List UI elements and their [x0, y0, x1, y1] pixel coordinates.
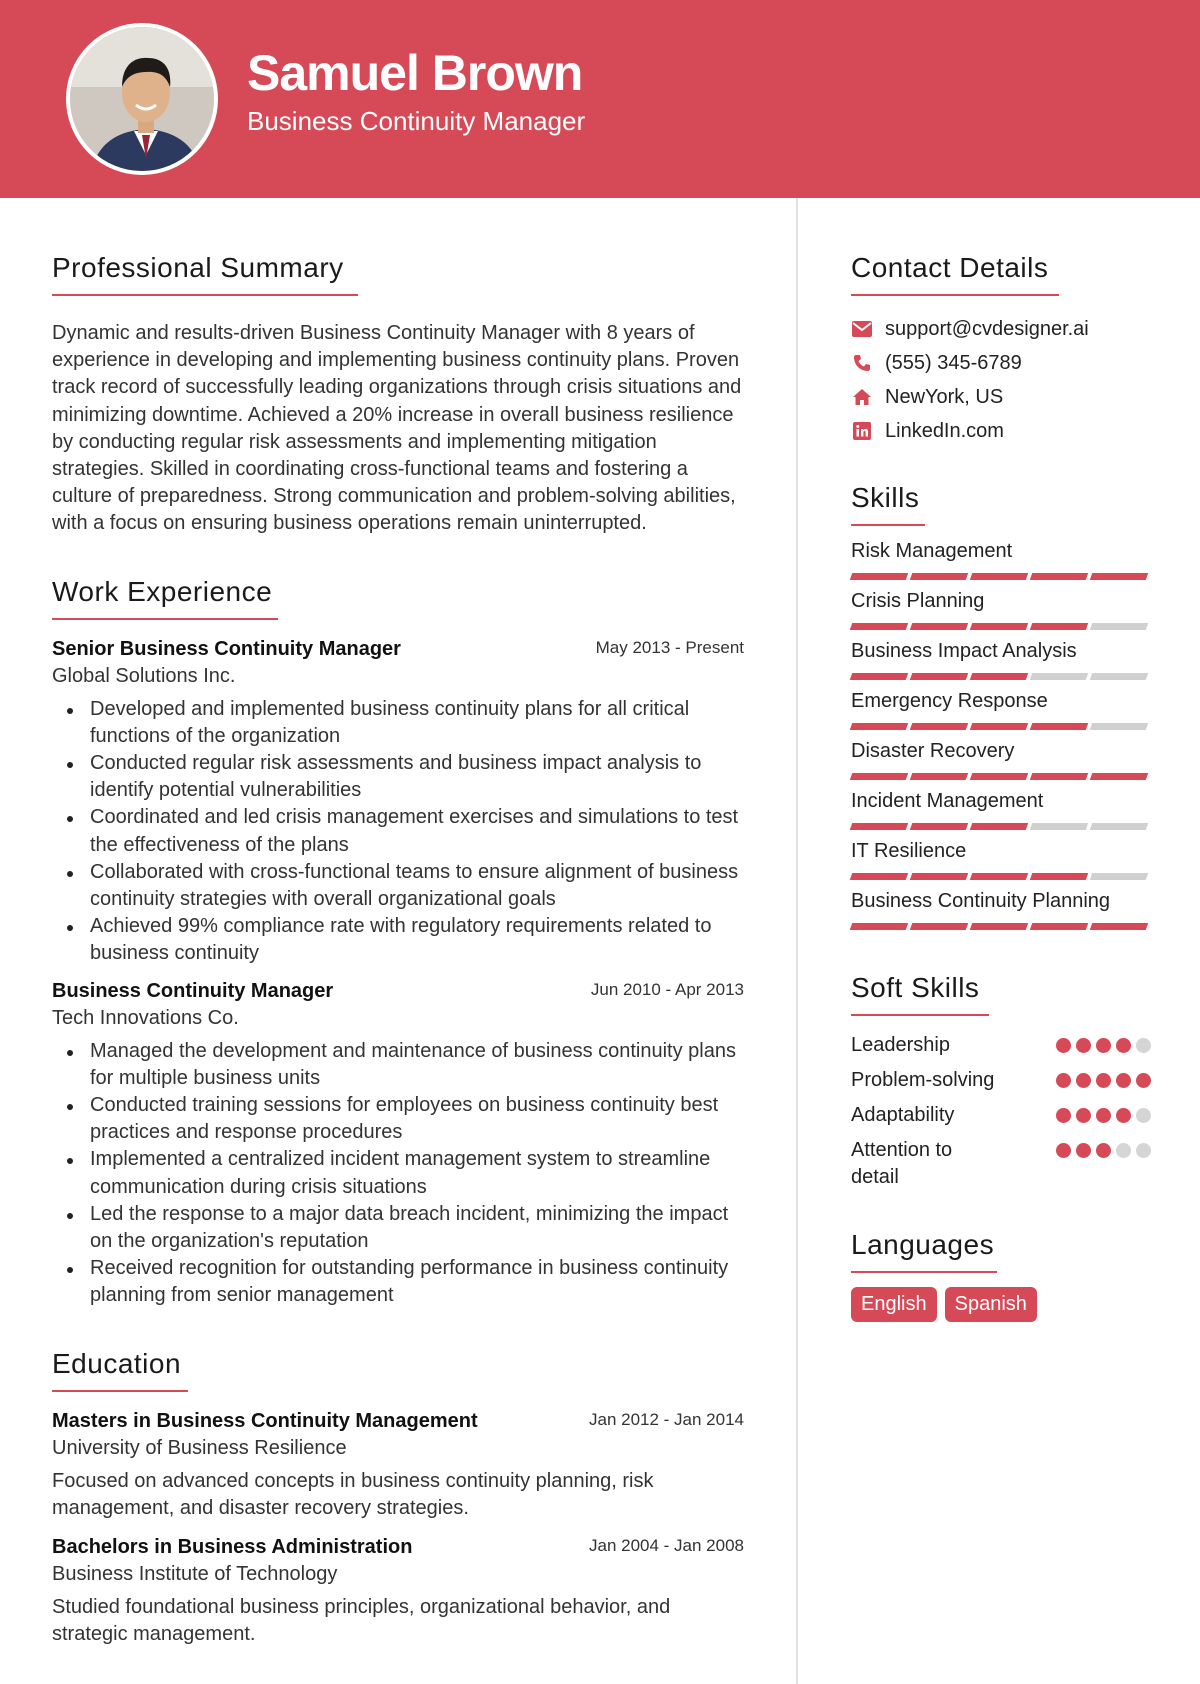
summary-title: Professional Summary	[52, 252, 358, 296]
skill-level-segment	[1090, 673, 1149, 680]
degree-title: Bachelors in Business Administration	[52, 1536, 413, 1559]
soft-skill-item	[851, 1067, 1151, 1094]
job-dates: Jun 2010 - Apr 2013	[590, 979, 744, 999]
rating-dot	[1096, 1143, 1111, 1158]
skill-label: Disaster Recovery	[851, 740, 1015, 762]
experience-section	[52, 576, 744, 1310]
job-bullet: Managed the development and maintenance of business continuity plans for multiple business units	[52, 1038, 744, 1092]
skill-level-segment	[1090, 723, 1149, 730]
skill-level-segment	[850, 923, 909, 930]
contact-phone[interactable]	[851, 346, 1151, 380]
education-dates: Jan 2012 - Jan 2014	[588, 1409, 744, 1429]
skill-level-segment	[1030, 623, 1089, 630]
skill-level-segment	[970, 723, 1029, 730]
contact-title: Contact Details	[851, 252, 1059, 296]
skill-level-bars	[851, 566, 1151, 586]
rating-dot	[1096, 1073, 1111, 1088]
skill-level-segment	[910, 773, 969, 780]
rating-dot	[1116, 1038, 1131, 1053]
rating-dot	[1056, 1143, 1071, 1158]
rating-dot	[1116, 1108, 1131, 1123]
skill-item	[851, 536, 1151, 586]
contact-linkedin[interactable]	[851, 414, 1151, 448]
skill-level-segment	[970, 923, 1029, 930]
job-bullet: Collaborated with cross-functional teams to ensure alignment of business continuity strategies with overall organizational goals	[52, 859, 744, 913]
envelope-icon	[851, 318, 873, 340]
skill-level-segment	[850, 623, 909, 630]
skill-level-segment	[970, 823, 1029, 830]
skill-level-segment	[1030, 873, 1089, 880]
linkedin-icon	[851, 420, 873, 442]
job-title: Business Continuity Manager	[52, 979, 334, 1002]
education-entry	[52, 1536, 744, 1648]
rating-dot	[1136, 1038, 1151, 1053]
languages-list	[851, 1287, 1151, 1322]
skill-level-segment	[970, 873, 1029, 880]
soft-skill-item	[851, 1102, 1151, 1129]
contact-linkedin-text: LinkedIn.com	[885, 419, 1004, 442]
rating-dot	[1076, 1038, 1091, 1053]
skill-item	[851, 836, 1151, 886]
header-banner	[0, 0, 1200, 198]
skill-level-segment	[850, 773, 909, 780]
rating-dot	[1136, 1108, 1151, 1123]
skill-label: Emergency Response	[851, 690, 1048, 712]
avatar	[66, 23, 218, 175]
rating-dot	[1076, 1143, 1091, 1158]
job-entry	[52, 638, 744, 968]
phone-icon	[851, 352, 873, 374]
skill-item	[851, 786, 1151, 836]
job-bullet: Implemented a centralized incident management system to streamline communication during crisis situations	[52, 1146, 744, 1200]
job-bullet: Conducted regular risk assessments and business impact analysis to identify potential vulnerabilities	[52, 750, 744, 804]
skill-level-segment	[1090, 823, 1149, 830]
rating-dot	[1096, 1038, 1111, 1053]
school-name: University of Business Resilience	[52, 1436, 347, 1459]
skill-level-bars	[851, 616, 1151, 636]
skill-item	[851, 736, 1151, 786]
education-section	[52, 1348, 744, 1649]
skill-level-segment	[910, 923, 969, 930]
experience-title: Work Experience	[52, 576, 278, 620]
rating-dot	[1056, 1073, 1071, 1088]
job-bullet: Developed and implemented business continuity plans for all critical functions of the organization	[52, 696, 744, 750]
job-company: Tech Innovations Co.	[52, 1006, 239, 1029]
education-title: Education	[52, 1348, 188, 1392]
home-icon	[851, 386, 873, 408]
job-bullets	[52, 696, 744, 968]
education-description: Studied foundational business principles, organizational behavior, and strategic management.	[52, 1596, 671, 1646]
degree-title: Masters in Business Continuity Management	[52, 1409, 478, 1432]
skill-level-bars	[851, 866, 1151, 886]
main-column	[52, 198, 744, 1649]
skill-level-segment	[1090, 573, 1149, 580]
skill-level-bars	[851, 766, 1151, 786]
skill-level-segment	[970, 573, 1029, 580]
skill-label: Crisis Planning	[851, 590, 985, 612]
language-tag: Spanish	[945, 1287, 1037, 1322]
job-company: Global Solutions Inc.	[52, 664, 236, 687]
skill-item	[851, 586, 1151, 636]
skill-level-bars	[851, 666, 1151, 686]
skill-level-segment	[910, 673, 969, 680]
skill-label: Incident Management	[851, 790, 1044, 812]
job-bullet: Achieved 99% compliance rate with regulatory requirements related to business continuity	[52, 913, 744, 967]
skill-label: Business Impact Analysis	[851, 640, 1077, 662]
education-dates: Jan 2004 - Jan 2008	[588, 1536, 744, 1556]
skill-level-segment	[1030, 773, 1089, 780]
skill-level-segment	[910, 623, 969, 630]
education-entry	[52, 1410, 744, 1522]
job-dates: May 2013 - Present	[595, 637, 744, 657]
skill-level-segment	[1090, 773, 1149, 780]
soft-skill-item	[851, 1137, 1151, 1191]
soft-skill-label: Attention to detail	[851, 1139, 953, 1188]
soft-skill-rating	[1056, 1073, 1151, 1088]
rating-dot	[1076, 1073, 1091, 1088]
profile-photo-icon	[70, 27, 218, 175]
skill-level-segment	[1030, 723, 1089, 730]
skill-level-segment	[910, 723, 969, 730]
education-description: Focused on advanced concepts in business continuity planning, risk management, and disaster recovery strategies.	[52, 1469, 654, 1519]
rating-dot	[1096, 1108, 1111, 1123]
candidate-role: Business Continuity Manager	[247, 106, 586, 136]
contact-phone-text: (555) 345-6789	[885, 351, 1022, 374]
skill-level-segment	[850, 723, 909, 730]
skill-level-segment	[910, 823, 969, 830]
skills-list	[851, 536, 1151, 936]
skills-section	[851, 482, 1151, 936]
skill-label: IT Resilience	[851, 840, 967, 862]
soft-skill-label: Adaptability	[851, 1104, 955, 1126]
skill-level-segment	[850, 573, 909, 580]
soft-skills-list	[851, 1032, 1151, 1191]
skill-label: Business Continuity Planning	[851, 890, 1111, 912]
skill-level-segment	[970, 673, 1029, 680]
skill-level-segment	[1090, 923, 1149, 930]
skill-level-bars	[851, 716, 1151, 736]
rating-dot	[1136, 1073, 1151, 1088]
soft-skill-label: Problem-solving	[851, 1069, 995, 1091]
contact-email-text: support@cvdesigner.ai	[885, 317, 1089, 340]
skill-item	[851, 886, 1151, 936]
rating-dot	[1116, 1073, 1131, 1088]
skills-title: Skills	[851, 482, 925, 526]
skill-level-bars	[851, 816, 1151, 836]
contact-location-text: NewYork, US	[885, 385, 1004, 408]
languages-title: Languages	[851, 1229, 997, 1273]
skill-level-segment	[1030, 823, 1089, 830]
contact-email[interactable]	[851, 312, 1151, 346]
job-bullet: Received recognition for outstanding performance in business continuity planning from senior management	[52, 1255, 744, 1309]
skill-level-segment	[970, 773, 1029, 780]
skill-label: Risk Management	[851, 540, 1013, 562]
column-divider	[796, 198, 798, 1684]
soft-skill-rating	[1056, 1108, 1151, 1123]
side-column	[851, 198, 1151, 1322]
school-name: Business Institute of Technology	[52, 1563, 338, 1586]
job-entry	[52, 980, 744, 1310]
soft-skills-title: Soft Skills	[851, 972, 989, 1016]
skill-level-segment	[1030, 573, 1089, 580]
skill-level-segment	[910, 873, 969, 880]
soft-skill-item	[851, 1032, 1151, 1059]
skill-level-bars	[851, 916, 1151, 936]
job-bullet: Coordinated and led crisis management exercises and simulations to test the effectiveness of the plans	[52, 804, 744, 858]
soft-skill-rating	[1056, 1038, 1151, 1053]
soft-skill-rating	[1056, 1143, 1151, 1158]
job-title: Senior Business Continuity Manager	[52, 637, 401, 660]
skill-level-segment	[1030, 673, 1089, 680]
language-tag: English	[851, 1287, 937, 1322]
skill-level-segment	[970, 623, 1029, 630]
summary-text: Dynamic and results-driven Business Continuity Manager with 8 years of experience in developing and implementing business continuity plans. Proven track record of successfully leading organizations through crisis situations and minimizing downtime. Achieved a 20% increase in overall business resilience by conducting regular risk assessments and implementing mitigation strategies. Skilled in coordinating cross-functional teams and fostering a culture of preparedness. Strong communication and problem-solving abilities, with a focus on ensuring business operations remain uninterrupted.	[52, 322, 742, 535]
languages-section	[851, 1229, 1151, 1322]
skill-item	[851, 686, 1151, 736]
candidate-name: Samuel Brown	[247, 45, 583, 101]
skill-level-segment	[850, 873, 909, 880]
job-bullets	[52, 1038, 744, 1310]
job-bullet: Conducted training sessions for employees on business continuity best practices and response procedures	[52, 1092, 744, 1146]
soft-skill-label: Leadership	[851, 1034, 950, 1056]
skill-level-segment	[1090, 873, 1149, 880]
rating-dot	[1116, 1143, 1131, 1158]
summary-section	[52, 252, 744, 538]
skill-level-segment	[1030, 923, 1089, 930]
skill-item	[851, 636, 1151, 686]
skill-level-segment	[1090, 623, 1149, 630]
rating-dot	[1136, 1143, 1151, 1158]
contact-location	[851, 380, 1151, 414]
rating-dot	[1056, 1108, 1071, 1123]
contact-section	[851, 252, 1151, 448]
job-bullet: Led the response to a major data breach incident, minimizing the impact on the organization's reputation	[52, 1201, 744, 1255]
rating-dot	[1076, 1108, 1091, 1123]
rating-dot	[1056, 1038, 1071, 1053]
skill-level-segment	[910, 573, 969, 580]
soft-skills-section	[851, 972, 1151, 1191]
skill-level-segment	[850, 673, 909, 680]
skill-level-segment	[850, 823, 909, 830]
